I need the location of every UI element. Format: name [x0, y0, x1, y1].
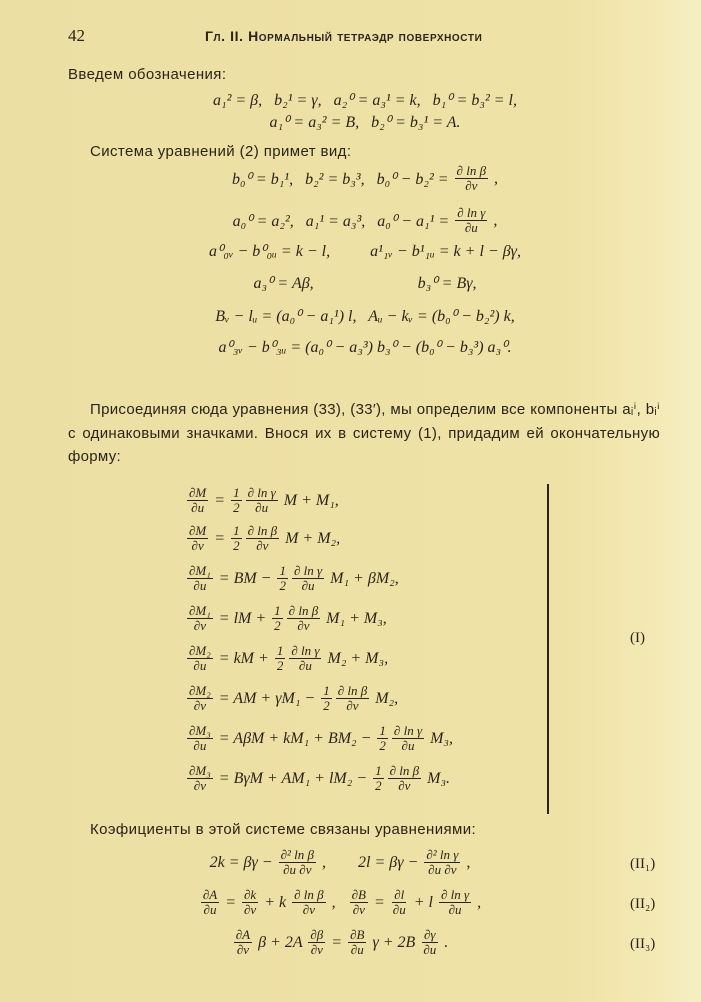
fraction-numerator: ∂ ln β [389, 763, 420, 778]
fraction [231, 524, 242, 553]
fraction-numerator: ∂ ln β [288, 603, 319, 618]
equation-text: M₃, [426, 729, 453, 747]
equation-label: (II₁) [630, 856, 656, 872]
fraction [187, 604, 213, 633]
notation-equation [70, 90, 660, 110]
fraction-numerator: ∂γ [424, 927, 436, 942]
fraction [336, 684, 370, 713]
fraction-numerator: ∂M₁ [189, 563, 211, 578]
fraction-numerator: ∂² ln β [280, 847, 314, 862]
equation-label: (II₂) [630, 896, 656, 912]
page-number: 42 [68, 26, 85, 45]
equation-text: M + M₂, [281, 529, 341, 547]
fraction-denominator: ∂u [423, 942, 437, 957]
equation-text: = AβM + kM₁ + BM₂ − [214, 729, 376, 747]
fraction-denominator: 2 [375, 778, 382, 793]
system-I-equation [185, 486, 339, 515]
fraction [455, 206, 487, 235]
system-I-equation [185, 644, 388, 673]
equation-text: , 2l = βγ − [318, 853, 423, 871]
fraction-numerator: ∂ ln γ [393, 723, 423, 738]
equation-text: = [210, 529, 230, 547]
fraction [350, 888, 368, 917]
fraction [187, 644, 213, 673]
fraction [272, 604, 283, 633]
fraction-numerator: 1 [375, 763, 382, 778]
system2-equation [70, 306, 660, 326]
fraction-numerator: 1 [274, 603, 281, 618]
equation-text: = kM + [214, 649, 273, 667]
equation-text: + l [409, 893, 437, 911]
fraction-numerator: 1 [379, 723, 386, 738]
fraction [187, 486, 208, 515]
fraction-numerator: ∂² ln γ [426, 847, 459, 862]
fraction-denominator: ∂v [346, 698, 359, 713]
fraction [388, 764, 422, 793]
system-II-equation [70, 928, 610, 957]
fraction-denominator: ∂u [448, 902, 462, 917]
equation-text: + k [260, 893, 291, 911]
fraction [455, 164, 489, 193]
fraction-denominator: ∂v [191, 538, 204, 553]
fraction-denominator: ∂u [203, 902, 217, 917]
system-I-equation [185, 564, 399, 593]
fraction-numerator: ∂A [202, 887, 218, 902]
system2-equation [70, 273, 660, 293]
fraction-numerator: 1 [276, 643, 284, 658]
fraction [373, 764, 384, 793]
fraction [308, 928, 325, 957]
equation-text: a₁⁰ = a₃² = B, b₂⁰ = b₃¹ = A. [269, 114, 461, 131]
fraction [424, 848, 460, 877]
fraction-denominator: ∂v [465, 178, 478, 193]
fraction-denominator: ∂v [193, 698, 206, 713]
fraction-numerator: ∂M [189, 485, 207, 500]
equation-text: γ + 2B [368, 933, 420, 951]
fraction-denominator: ∂u [401, 738, 415, 753]
fraction [392, 724, 424, 753]
equation-text: , [490, 169, 499, 187]
equation-text: = lM + [214, 609, 271, 627]
fraction-denominator: ∂u [193, 738, 207, 753]
fraction [277, 564, 288, 593]
fraction-denominator: ∂u [298, 658, 312, 673]
fraction [201, 888, 219, 917]
system-I-equation [185, 724, 453, 753]
equation-text: a⁰₀ᵥ − b⁰₀ᵤ = k − l, a¹₁ᵥ − b¹₁ᵤ = k + l − βγ, [209, 243, 521, 260]
equation-text: M + M₁, [279, 491, 339, 509]
fraction-denominator: ∂u [350, 942, 364, 957]
fraction [321, 684, 332, 713]
equation-label-I: (I) [630, 630, 645, 646]
equation-text: M₃. [423, 769, 450, 787]
equation-text: M₁ + M₃, [322, 609, 387, 627]
system2-equation [70, 164, 660, 193]
fraction-numerator: ∂k [244, 887, 257, 902]
fraction-denominator: ∂v [244, 902, 257, 917]
fraction [421, 928, 438, 957]
fraction-numerator: ∂M₃ [189, 763, 211, 778]
equation-text: a₃⁰ = Aβ, b₃⁰ = Bγ, [253, 275, 477, 292]
system2-equation [70, 206, 660, 235]
fraction-denominator: 2 [233, 500, 240, 515]
fraction-numerator: ∂ ln γ [247, 485, 276, 500]
notation-equation [70, 112, 660, 132]
fraction-denominator: 2 [379, 738, 386, 753]
equation-text: = AM + γM₁ − [214, 689, 320, 707]
fraction-denominator: ∂v [297, 618, 310, 633]
intro-text: Введем обозначения: [68, 66, 227, 83]
equation-text: , [473, 893, 482, 911]
fraction-numerator: ∂B [350, 927, 365, 942]
fraction [292, 888, 326, 917]
equation-text: 2k = βγ − [209, 853, 277, 871]
fraction-numerator: ∂ ln β [247, 523, 278, 538]
fraction-numerator: ∂ ln γ [457, 205, 486, 220]
fraction [187, 564, 213, 593]
system-I-equation [185, 684, 398, 713]
fraction-numerator: ∂ ln γ [440, 887, 470, 902]
fraction-numerator: ∂ ln β [337, 683, 368, 698]
equation-text: = [370, 893, 389, 911]
fraction-denominator: ∂v [256, 538, 269, 553]
fraction [377, 724, 388, 753]
system-II-equation [70, 888, 610, 917]
equation-text: , [462, 853, 471, 871]
fraction [187, 524, 208, 553]
running-head: Гл. II. Нормальный тетраэдр поверхности [205, 28, 483, 44]
equation-text: , [327, 893, 348, 911]
coef-intro: Коэфициенты в этой системе связаны уравнениями: [90, 821, 477, 838]
equation-text: = [221, 893, 240, 911]
fraction-denominator: ∂v [236, 942, 250, 957]
fraction-numerator: ∂M₂ [189, 643, 211, 658]
equation-text: M₂, [371, 689, 399, 707]
equation-label: (II₃) [630, 936, 656, 952]
fraction [275, 644, 286, 673]
fraction [187, 724, 213, 753]
fraction [246, 524, 280, 553]
system2-intro: Система уравнений (2) примет вид: [90, 143, 352, 160]
fraction-numerator: 1 [233, 485, 240, 500]
fraction-denominator: ∂v [302, 902, 315, 917]
fraction-numerator: ∂l [394, 887, 405, 902]
fraction-denominator: 2 [274, 618, 281, 633]
fraction [439, 888, 471, 917]
fraction [187, 764, 213, 793]
system2-equation [70, 337, 660, 357]
fraction [289, 644, 321, 673]
fraction [231, 486, 242, 515]
fraction [287, 604, 321, 633]
fraction-denominator: ∂u ∂v [428, 862, 457, 877]
fraction-denominator: ∂u [193, 658, 207, 673]
fraction-numerator: 1 [233, 523, 240, 538]
fraction-denominator: ∂u [255, 500, 269, 515]
fraction-denominator: ∂v [193, 778, 206, 793]
fraction-numerator: ∂ ln γ [291, 643, 320, 658]
fraction [246, 486, 278, 515]
fraction-numerator: 1 [323, 683, 330, 698]
fraction [348, 928, 366, 957]
equation-text: β + 2A [254, 933, 307, 951]
fraction-denominator: ∂u ∂v [283, 862, 312, 877]
fraction-denominator: 2 [323, 698, 330, 713]
fraction-denominator: ∂v [398, 778, 411, 793]
fraction-numerator: ∂ ln β [294, 887, 324, 902]
system-I-equation [185, 764, 450, 793]
system2-equation [70, 241, 660, 261]
fraction-numerator: ∂M₂ [189, 683, 211, 698]
equation-text: M₁ + βM₂, [326, 569, 399, 587]
system-I-equation [185, 524, 340, 553]
fraction-denominator: ∂u [193, 578, 207, 593]
system-brace-line [547, 484, 549, 814]
fraction-numerator: ∂β [310, 927, 324, 942]
fraction-denominator: ∂u [301, 578, 315, 593]
equation-text: = BγM + AM₁ + lM₂ − [214, 769, 372, 787]
equation-text: = BM − [214, 569, 276, 587]
equation-text: M₂ + M₃, [323, 649, 389, 667]
equation-text: . [440, 933, 449, 951]
fraction [292, 564, 324, 593]
fraction [279, 848, 316, 877]
fraction-denominator: 2 [276, 658, 284, 673]
equation-text: = [327, 933, 347, 951]
fraction-numerator: ∂ ln γ [293, 563, 323, 578]
fraction-denominator: 2 [279, 578, 286, 593]
fraction-denominator: ∂v [352, 902, 365, 917]
equation-text: = [210, 491, 230, 509]
equation-text: , [489, 211, 498, 229]
fraction [187, 684, 213, 713]
equation-text: a₀⁰ = a₂², a₁¹ = a₃³, a₀⁰ − a₁¹ = [232, 212, 454, 230]
fraction-numerator: ∂M₁ [189, 603, 211, 618]
system-II-equation [70, 848, 610, 877]
fraction-denominator: ∂u [464, 220, 478, 235]
equation-text: b₀⁰ = b₁¹, b₂² = b₃³, b₀⁰ − b₂² = [231, 170, 453, 188]
fraction-numerator: ∂M [189, 523, 207, 538]
fraction-denominator: ∂u [392, 902, 406, 917]
fraction-numerator: ∂ ln β [456, 163, 487, 178]
equation-text: a₁² = β, b₂¹ = γ, a₂⁰ = a₃¹ = k, b₁⁰ = b₃² = l, [213, 92, 517, 109]
equation-text: Bᵥ − lᵤ = (a₀⁰ − a₁¹) l, Aᵤ − kᵥ = (b₀⁰ − b₂²) k, [215, 308, 515, 325]
fraction-denominator: ∂u [191, 500, 205, 515]
system-I-equation [185, 604, 387, 633]
fraction [234, 928, 252, 957]
fraction-numerator: ∂M₃ [189, 723, 211, 738]
fraction-numerator: ∂B [351, 887, 366, 902]
fraction-numerator: ∂A [235, 927, 251, 942]
fraction-denominator: 2 [233, 538, 240, 553]
equation-text: a⁰₃ᵥ − b⁰₃ᵤ = (a₀⁰ − a₃³) b₃⁰ − (b₀⁰ − b₃³) a₃⁰. [218, 339, 512, 356]
fraction-denominator: ∂v [310, 942, 323, 957]
fraction-numerator: 1 [279, 563, 286, 578]
fraction [391, 888, 408, 917]
paragraph: Присоединяя сюда уравнения (33), (33′), мы определим все компоненты aᵢⁱ, bᵢⁱ с одинаковыми значками. Внося их в систему (1), придадим ей окончательную форму: [68, 401, 660, 465]
fraction [242, 888, 258, 917]
fraction-denominator: ∂v [193, 618, 206, 633]
